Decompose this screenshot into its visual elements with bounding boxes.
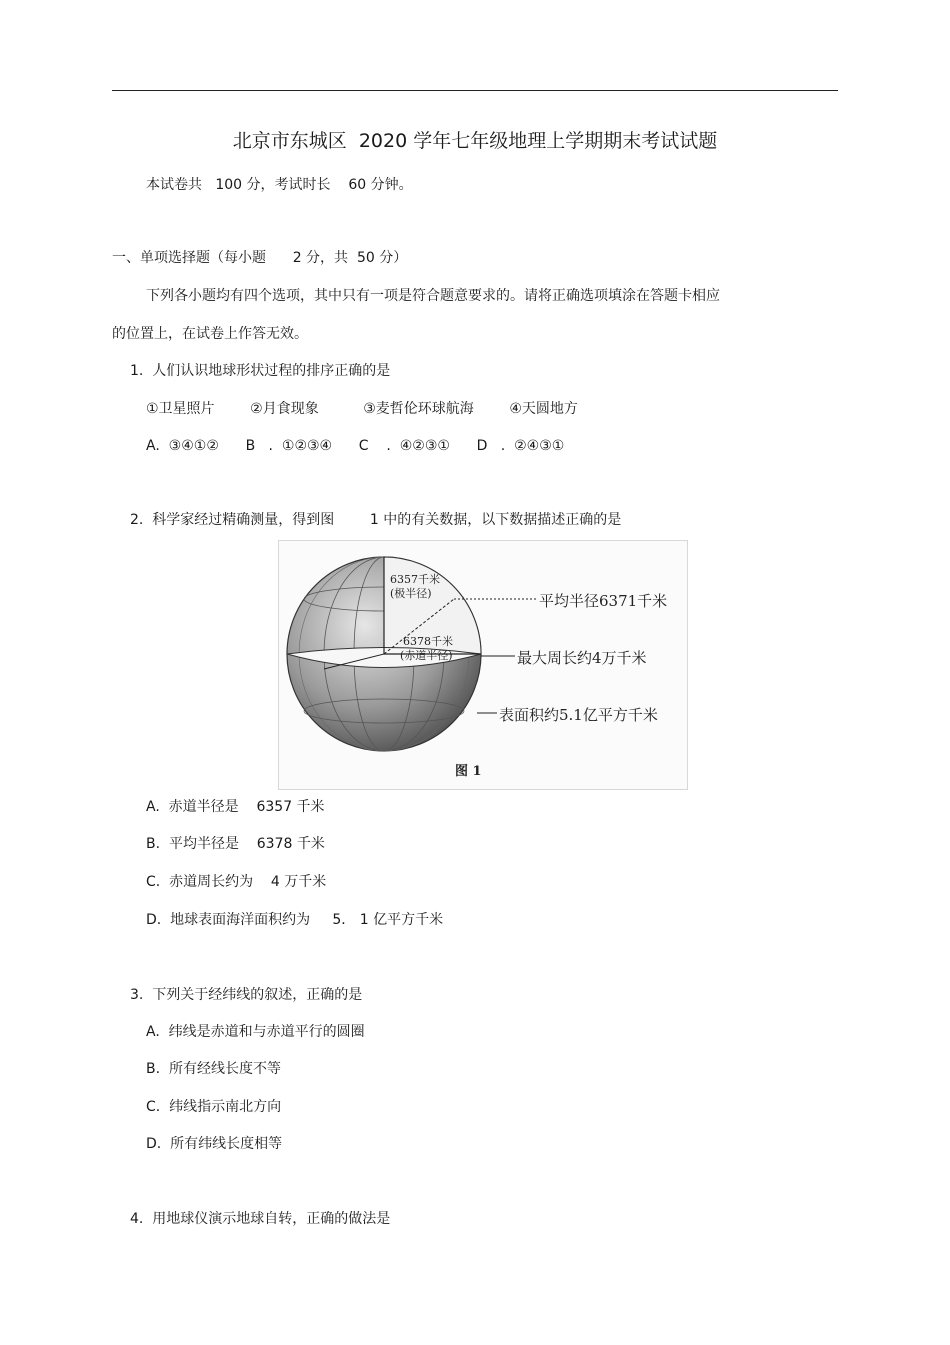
question-1-options: A. ③④①② B . ①②③④ C . ④②③① D . ②④③① [146,438,565,454]
polar-radius-value: 6357千米 [390,573,440,586]
figure-caption: 图 1 [455,764,482,779]
instruction-line-2: 的位置上，在试卷上作答无效。 [112,326,308,342]
question-3-option-c: C. 纬线指示南北方向 [146,1099,282,1115]
question-2-option-a: A. 赤道半径是 6357 千米 [146,799,325,815]
earth-figure [278,540,688,790]
header-rule [112,90,838,91]
question-3-option-b: B. 所有经线长度不等 [146,1061,281,1077]
question-3-option-d: D. 所有纬线长度相等 [146,1136,283,1152]
exam-info: 本试卷共 100 分，考试时长 60 分钟。 [146,177,413,193]
question-2-option-c: C. 赤道周长约为 4 万千米 [146,874,327,890]
question-1-stem: 1. 人们认识地球形状过程的排序正确的是 [130,363,391,379]
instruction-line-1: 下列各小题均有四个选项，其中只有一项是符合题意要求的。请将正确选项填涂在答题卡相应 [146,288,720,304]
question-2-option-d: D. 地球表面海洋面积约为 5． 1 亿平方千米 [146,912,444,928]
equatorial-radius-value: 6378千米 [403,635,453,648]
max-circumference-annotation: 最大周长约4万千米 [517,649,647,667]
surface-area-annotation: 表面积约5.1亿平方千米 [499,706,658,724]
question-2-option-b: B. 平均半径是 6378 千米 [146,836,325,852]
question-3-stem: 3. 下列关于经纬线的叙述，正确的是 [130,987,363,1003]
question-1-items: ①卫星照片 ②月食现象 ③麦哲伦环球航海 ④天圆地方 [146,401,578,417]
question-2-stem: 2. 科学家经过精确测量，得到图 1 中的有关数据，以下数据描述正确的是 [130,512,622,528]
question-4-stem: 4. 用地球仪演示地球自转，正确的做法是 [130,1211,391,1227]
polar-radius-label: (极半径) [390,587,432,600]
equatorial-radius-label: (赤道半径) [400,649,453,662]
section-heading: 一、单项选择题（每小题 2 分，共 50 分） [112,250,408,266]
mean-radius-annotation: 平均半径6371千米 [539,592,668,610]
question-3-option-a: A. 纬线是赤道和与赤道平行的圆圈 [146,1024,365,1040]
page-title: 北京市东城区 2020 学年七年级地理上学期期末考试试题 [232,130,718,152]
